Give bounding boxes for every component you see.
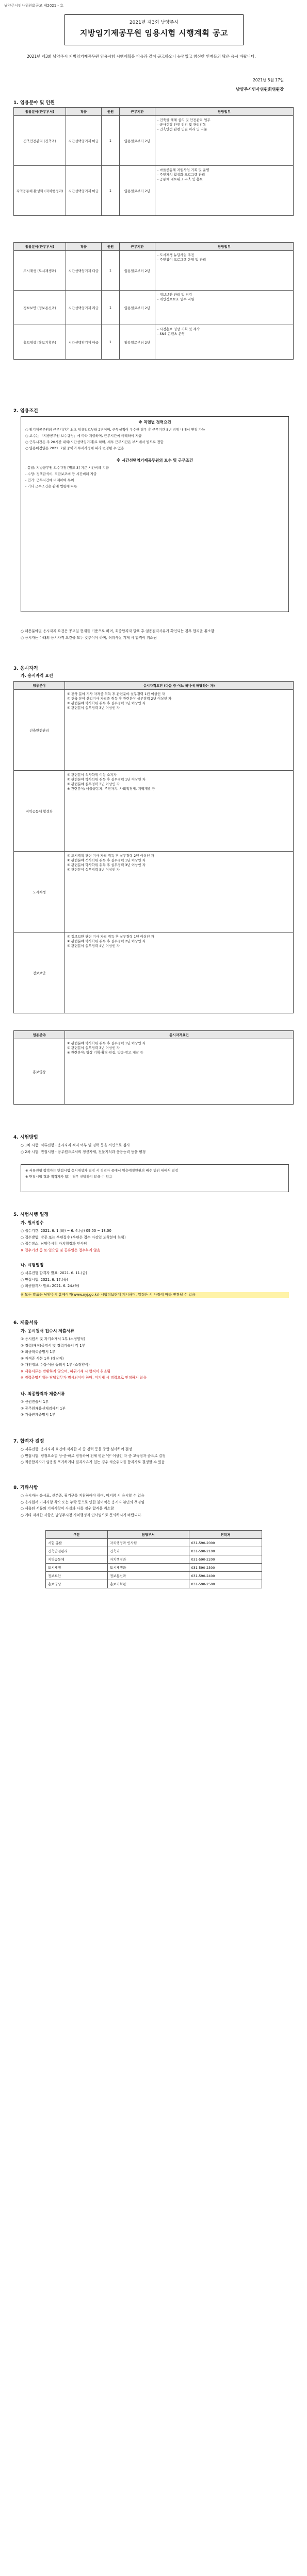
- column-header: 임용분야: [14, 682, 65, 690]
- table-row: [14, 116, 294, 166]
- cell-field: 정보보안 (정보통신과): [14, 291, 66, 325]
- cell-field: 건축안전관리: [14, 690, 65, 771]
- application-item: ○ 접수장소: 남양주시청 자치행정과 인사팀: [21, 1242, 87, 1246]
- subsection-title: 가. 응시자격 요건: [21, 673, 53, 678]
- column-header: 근무기간: [120, 243, 155, 251]
- cell-count: 1: [102, 116, 120, 166]
- cell-phone: 031-590-2500: [189, 1580, 262, 1588]
- schedule-notice: ※ 모든 발표는 남양주시 홈페이지(www.nyj.go.kr) 시험정보란에 게시하며, 일정은 시 사정에 따라 변경될 수 있음: [21, 1292, 289, 1298]
- condition-note: - 기타 근무조건은 관계 법령에 따름: [25, 484, 77, 488]
- cell-requirement: ① 관련분야 석사학위 이상 소지자 ② 관련분야 학사학위 취득 후 실무경력 1년 이상인 자 ③ 관련분야 실무경력 3년 이상인 자 ※ 관련분야: 마을공동체, 주민자치, 사회적경제, 지역개발 등: [65, 771, 294, 852]
- section-title: 1. 임용분야 및 인원: [13, 100, 55, 106]
- column-header: 임용분야(근무부서): [14, 108, 66, 116]
- misc-item: ○ 응시원서 기재사항 착오 또는 누락 등으로 인한 불이익은 응시자 본인의 책임임: [21, 1500, 144, 1504]
- cell-field: 홍보영상 (홍보기획관): [14, 325, 66, 360]
- cell-requirement: ① 도시계획 관련 기사 자격 취득 후 실무경력 2년 이상인 자 ② 관련분야 석사학위 취득 후 실무경력 1년 이상인 자 ③ 관련분야 학사학위 취득 후 실무경력 3년 이상인 자 ④ 관련분야 실무경력 5년 이상인 자: [65, 852, 294, 933]
- table-row: [14, 771, 294, 852]
- cell-period: 임용일로부터 2년: [120, 325, 155, 360]
- application-item: ○ 접수방법: 방문 또는 우편접수 (우편은 접수 마감일 도착분에 한함): [21, 1235, 126, 1240]
- section-title: 5. 시험시행 일정: [13, 1212, 49, 1217]
- intro-paragraph: 2021년 제3회 남양주시 지방임기제공무원 임용시험 시행계획을 다음과 같이 공고하오니 능력있고 참신한 인재들의 많은 응시 바랍니다.: [27, 54, 256, 59]
- notice-date: 2021년 5월 17일: [253, 78, 284, 82]
- decision-item: ○ 최종합격자가 임용을 포기하거나 결격사유가 있는 경우 차순위자를 합격자로 결정할 수 있음: [21, 1460, 165, 1464]
- table-row: [46, 1555, 262, 1564]
- table-header-row: [46, 1531, 262, 1539]
- cell-category: 도시재생: [46, 1564, 108, 1572]
- document-item: ① 신원진술서 1부: [21, 1400, 49, 1404]
- title-banner: [64, 14, 244, 45]
- method-item: ○ 2차 시험: 면접시험 - 공무원으로서의 정신자세, 전문지식과 응용능력 등을 평정: [21, 1149, 146, 1154]
- cell-category: 정보보안: [46, 1572, 108, 1580]
- paragraph-item: ○ 채용분야별 응시자격 요건은 공고일 현재를 기준으로 하며, 최종합격자 발표 후 임용결격사유가 확인되는 경우 합격을 취소함: [21, 629, 215, 633]
- misc-item: ○ 기타 자세한 사항은 남양주시청 자치행정과 인사팀으로 문의하시기 바랍니다.: [21, 1513, 142, 1517]
- application-warning: ※ 접수기간 중 토·일요일 및 공휴일은 접수하지 않음: [21, 1248, 101, 1252]
- cell-duties: - 건축물 해체 심의 및 안전관리 업무 - 공사현장 안전 점검 및 관리감독 - 건축안전 관련 민원 처리 및 자문: [155, 116, 294, 166]
- subsection-title: 가. 원서접수: [21, 1221, 44, 1225]
- table-row: [14, 291, 294, 325]
- cell-rank: 시간선택임기제 라급: [66, 291, 102, 325]
- section-title: 3. 응시자격: [13, 666, 38, 671]
- table-row: [14, 1039, 294, 1105]
- table-row: [46, 1564, 262, 1572]
- cell-count: 1: [102, 166, 120, 216]
- cell-phone: 031-590-2100: [189, 1547, 262, 1555]
- condition-item: ○ 근무시간은 주 20시간 내외(시간선택임기제)로 하며, 세부 근무시간은 부서에서 별도로 정함: [25, 440, 164, 444]
- cell-field: 도시재생: [14, 852, 65, 933]
- method-item: ○ 1차 시험: 서류전형 - 응시자격 적격 여부 및 경력 등을 서면으로 심사: [21, 1143, 130, 1147]
- cell-period: 임용일로부터 2년: [120, 251, 155, 291]
- cell-rank: 시간선택임기제 다급: [66, 251, 102, 291]
- subsection-title: 가. 응시원서 접수시 제출서류: [21, 1329, 75, 1333]
- subsection-title: 나. 시험일정: [21, 1263, 44, 1267]
- misc-item: ○ 응시자는 응시표, 신분증, 필기구를 지참하여야 하며, 미지참 시 응시할 수 없음: [21, 1494, 144, 1498]
- cell-count: 1: [102, 325, 120, 360]
- positions-table-continued: [13, 242, 294, 360]
- documents-list: [21, 1336, 289, 1382]
- table-header-row: [14, 243, 294, 251]
- cell-duties: - 정보보안 관리 및 점검 - 개인정보보호 업무 지원: [155, 291, 294, 325]
- final-documents-list: [21, 1399, 289, 1419]
- column-header: 담당부서: [107, 1531, 189, 1539]
- cell-period: 임용일로부터 2년: [120, 291, 155, 325]
- table-row: [14, 166, 294, 216]
- cell-department: 도시재생과: [107, 1564, 189, 1572]
- cell-rank: 시간선택임기제 마급: [66, 325, 102, 360]
- column-header: 담당업무: [155, 108, 294, 116]
- table-row: [14, 325, 294, 360]
- column-header: 직급: [66, 108, 102, 116]
- column-header: 인원: [102, 108, 120, 116]
- condition-item: ○ 임용예정일은 2021. 7월 중이며 부서사정에 따라 변경될 수 있음: [25, 446, 124, 450]
- cell-phone: 031-590-2300: [189, 1564, 262, 1572]
- column-header: 임용분야: [14, 1031, 65, 1039]
- condition-item: ○ 보수는 「지방공무원 보수규정」에 따라 지급하며, 근무시간에 비례하여 지급: [25, 434, 142, 438]
- cell-field: 도시재생 (도시재생과): [14, 251, 66, 291]
- cell-requirement: ① 관련분야 학사학위 취득 후 실무경력 1년 이상인 자 ② 관련분야 실무경력 3년 이상인 자 ※ 관련분야: 영상 기획·촬영·편집, 방송·광고 제작 등: [65, 1039, 294, 1105]
- column-header: 직급: [66, 243, 102, 251]
- schedule-item: ○ 최종합격자 발표: 2021. 6. 24.(목): [21, 1284, 79, 1288]
- cell-field: 건축안전관리 (건축과): [14, 116, 66, 166]
- cell-field: 홍보영상: [14, 1039, 65, 1105]
- positions-table: [13, 107, 294, 216]
- cell-duties: - 도시재생 뉴딜사업 추진 - 주민참여 프로그램 운영 및 관리: [155, 251, 294, 291]
- banner-title: 지방임기제공무원 임용시험 시행계획 공고: [80, 28, 228, 38]
- schedule-info: [21, 1270, 289, 1290]
- cell-phone: 031-590-2200: [189, 1555, 262, 1564]
- conditions-paragraph: [21, 629, 289, 641]
- table-header-row: [14, 1031, 294, 1039]
- condition-note: - 연가: 근무시간에 비례하여 부여: [25, 478, 74, 482]
- cell-field: 정보보안: [14, 933, 65, 1013]
- table-header-row: [14, 108, 294, 116]
- exam-method: [21, 1143, 289, 1156]
- cell-count: 1: [102, 291, 120, 325]
- eligibility-table: [13, 681, 294, 1013]
- section-title: 4. 시험방법: [13, 1135, 38, 1140]
- table-row: [46, 1580, 262, 1588]
- cell-requirement: ① 정보보안 관련 기사 자격 취득 후 실무경력 1년 이상인 자 ② 관련분야 학사학위 취득 후 실무경력 2년 이상인 자 ③ 관련분야 실무경력 4년 이상인 자: [65, 933, 294, 1013]
- cell-category: 시험 총괄: [46, 1539, 108, 1547]
- column-header: 인원: [102, 243, 120, 251]
- cell-department: 건축과: [107, 1547, 189, 1555]
- cell-department: 정보통신과: [107, 1572, 189, 1580]
- table-row: [46, 1539, 262, 1547]
- schedule-item: ○ 면접시험: 2021. 6. 17.(목): [21, 1277, 68, 1282]
- document-item: ② 경력(재직)증명서 및 경력기술서 각 1부: [21, 1343, 86, 1348]
- condition-note: - 수당: 정액급식비, 직급보조비 등 시간비례 지급: [25, 472, 97, 476]
- method-notes-box: [21, 1164, 289, 1192]
- table-row: [14, 690, 294, 771]
- condition-note: - 봉급: 지방공무원 보수규정 [별표 3] 기준 시간비례 지급: [25, 466, 109, 470]
- cell-department: 홍보기획관: [107, 1580, 189, 1588]
- eligibility-table-continued: [13, 1030, 294, 1105]
- cell-category: 홍보영상: [46, 1580, 108, 1588]
- contact-table: [45, 1530, 262, 1588]
- cell-count: 1: [102, 251, 120, 291]
- application-item: ○ 접수기간: 2021. 6. 1.(화) ~ 6. 4.(금) 09:00 ~ 18:00: [21, 1229, 111, 1233]
- column-header: 근무기간: [120, 108, 155, 116]
- header-note: 남양주시인사위원회공고 제2021 - 호: [4, 4, 63, 8]
- cell-department: 자치행정과: [107, 1555, 189, 1564]
- schedule-item: ○ 서류전형 합격자 발표: 2021. 6. 11.(금): [21, 1271, 87, 1275]
- cell-duties: - 마을공동체 지원사업 기획 및 운영 - 주민자치 활성화 프로그램 관리 - 공동체 네트워크 구축 및 홍보: [155, 166, 294, 216]
- cell-rank: 시간선택임기제 마급: [66, 166, 102, 216]
- table-row: [14, 933, 294, 1013]
- banner-subtitle: 2021년 제3회 남양주시: [129, 20, 179, 25]
- document-item: ① 응시원서 및 자기소개서 1부 (소정양식): [21, 1337, 86, 1341]
- document-warning: ※ 제출서류는 반환하지 않으며, 허위기재 시 합격이 취소됨: [21, 1369, 110, 1374]
- misc-item: ○ 제출된 서류의 기재사항이 사실과 다를 경우 합격을 취소함: [21, 1506, 114, 1511]
- column-header: 담당업무: [155, 243, 294, 251]
- box-subtitle: ※ 시간선택임기제공무원의 보수 및 근무조건: [116, 458, 193, 463]
- cell-field: 지역공동체 활성화: [14, 771, 65, 852]
- issuing-organization: 남양주시인사위원회위원장: [236, 87, 284, 92]
- cell-phone: 031-590-2000: [189, 1539, 262, 1547]
- section-title: 6. 제출서류: [13, 1320, 38, 1326]
- cell-category: 지역공동체: [46, 1555, 108, 1564]
- document-item: ④ 자격증 사본 1부 (해당자): [21, 1356, 64, 1361]
- section-title: 7. 합격자 결정: [13, 1439, 44, 1444]
- table-row: [14, 852, 294, 933]
- method-note: ※ 면접시험 결과 적격자가 없는 경우 선발하지 않을 수 있음: [25, 1175, 112, 1179]
- misc-info: [21, 1493, 289, 1519]
- decision-item: ○ 서류전형: 응시자격 요건에 적격한 자 중 경력 등을 종합 심사하여 결정: [21, 1447, 132, 1451]
- decision-item: ○ 면접시험: 평정요소별 상·중·하로 평정하여 전체 평균 '중' 이상인 자 중 고득점자 순으로 결정: [21, 1453, 166, 1458]
- column-header: 연락처: [189, 1531, 262, 1539]
- column-header: 응시자격요건 (다음 중 어느 하나에 해당하는 자): [65, 682, 294, 690]
- document-item: ⑤ 개인정보 수집·이용 동의서 1부 (소정양식): [21, 1363, 90, 1367]
- cell-department: 자치행정과 인사팀: [107, 1539, 189, 1547]
- cell-category: 건축안전관리: [46, 1547, 108, 1555]
- application-info: [21, 1228, 289, 1254]
- document-item: ③ 가족관계증명서 1부: [21, 1413, 56, 1417]
- cell-field: 지역공동체 활성화 (자치행정과): [14, 166, 66, 216]
- table-header-row: [14, 682, 294, 690]
- table-row: [14, 251, 294, 291]
- cell-phone: 031-590-2400: [189, 1572, 262, 1580]
- column-header: 임용분야(근무부서): [14, 243, 66, 251]
- document-item: ③ 최종학력증명서 1부: [21, 1350, 56, 1354]
- table-row: [46, 1572, 262, 1580]
- conditions-box: [21, 416, 289, 612]
- subsection-title: 나. 최종합격자 제출서류: [21, 1392, 65, 1396]
- document-warning: ※ 경력증명서에는 담당업무가 명시되어야 하며, 미기재 시 경력으로 인정하지 않음: [21, 1376, 147, 1380]
- column-header: 구분: [46, 1531, 108, 1539]
- pass-decision: [21, 1447, 289, 1466]
- section-title: 8. 기타사항: [13, 1485, 38, 1490]
- cell-requirement: ① 건축 분야 기사 자격증 취득 후 관련분야 실무경력 1년 이상인 자 ② 건축 분야 산업기사 자격증 취득 후 관련분야 실무경력 2년 이상인 자 ③ 관련분야 학사학위 취득 후 실무경력 1년 이상인 자 ④ 관련분야 실무경력 3년 이상인 자: [65, 690, 294, 771]
- column-header: 응시자격요건: [65, 1031, 294, 1039]
- cell-rank: 시간선택임기제 마급: [66, 116, 102, 166]
- method-note: ※ 서류전형 합격자는 면접시험 응시대상자 결정 시 적격자 중에서 임용예정인원의 배수 범위 내에서 결정: [25, 1168, 179, 1173]
- condition-item: ○ 임기제공무원의 근무기간은 최초 임용일로부터 2년이며, 근무실적이 우수한 경우 총 근무기간 5년 범위 내에서 연장 가능: [25, 428, 205, 432]
- document-item: ② 공무원채용신체검사서 1부: [21, 1406, 66, 1411]
- cell-duties: - 시정홍보 영상 기획 및 제작 - SNS 콘텐츠 운영: [155, 325, 294, 360]
- section-title: 2. 임용조건: [13, 409, 38, 414]
- box-title: ※ 직렬별 경력요건: [138, 420, 171, 425]
- cell-period: 임용일로부터 2년: [120, 166, 155, 216]
- cell-period: 임용일로부터 2년: [120, 116, 155, 166]
- paragraph-item: ○ 응시자는 아래의 응시자격 요건을 모두 갖추어야 하며, 허위사실 기재 시 합격이 취소됨: [21, 635, 157, 640]
- table-row: [46, 1547, 262, 1555]
